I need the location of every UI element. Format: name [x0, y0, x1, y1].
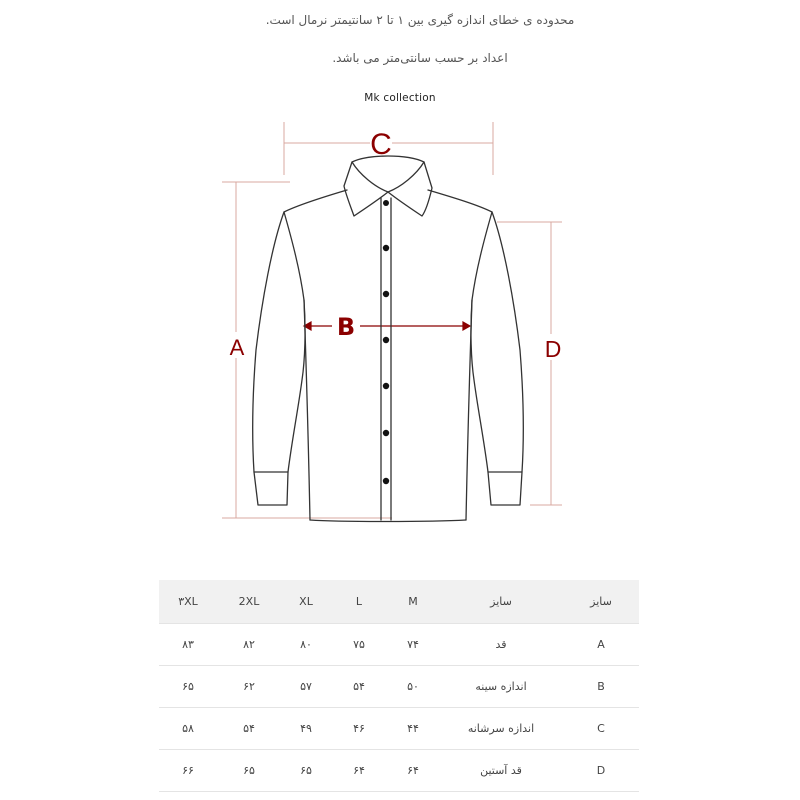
- header-3xl: ۳XL: [159, 580, 217, 624]
- row-key: B: [563, 666, 639, 708]
- header-size-key: سایز: [563, 580, 639, 624]
- table-header-row: [159, 580, 639, 624]
- cell-l: ۶۴: [331, 750, 387, 792]
- collar-band: [352, 162, 424, 192]
- row-name: اندازه سینه: [439, 666, 563, 708]
- cell-xl: ۸۰: [281, 624, 331, 666]
- table-row: [159, 666, 639, 708]
- row-name: قد: [439, 624, 563, 666]
- right-sleeve-outer: [428, 190, 523, 472]
- shirt-hem: [310, 520, 466, 522]
- button-2: [383, 245, 389, 251]
- cell-2xl: ۶۲: [217, 666, 281, 708]
- cell-2xl: ۸۲: [217, 624, 281, 666]
- label-d: D: [544, 336, 562, 362]
- header-size-name: سایز: [439, 580, 563, 624]
- row-key: D: [563, 750, 639, 792]
- right-cuff: [488, 472, 522, 505]
- row-key: C: [563, 708, 639, 750]
- right-body-side: [466, 300, 472, 520]
- cell-xl: ۴۹: [281, 708, 331, 750]
- cell-3xl: ۶۵: [159, 666, 217, 708]
- cell-2xl: ۶۵: [217, 750, 281, 792]
- cell-l: ۴۶: [331, 708, 387, 750]
- measurement-error-note: محدوده ی خطای اندازه گیری بین ۱ تا ۲ سانتیمتر نرمال است.: [265, 13, 575, 27]
- row-name: اندازه سرشانه: [439, 708, 563, 750]
- button-4: [383, 337, 389, 343]
- table-row: [159, 624, 639, 666]
- cell-3xl: ۵۸: [159, 708, 217, 750]
- dimension-guides: [222, 122, 562, 518]
- table-row: [159, 750, 639, 792]
- table-row: [159, 708, 639, 750]
- units-note: اعداد بر حسب سانتی‌متر می باشد.: [332, 51, 508, 65]
- cell-m: ۴۴: [387, 708, 439, 750]
- button-3: [383, 291, 389, 297]
- cell-m: ۶۴: [387, 750, 439, 792]
- chest-guide: [304, 322, 470, 330]
- cell-2xl: ۵۴: [217, 708, 281, 750]
- label-c: C: [370, 128, 392, 161]
- header-l: L: [331, 580, 387, 624]
- cell-3xl: ۶۶: [159, 750, 217, 792]
- cell-l: ۷۵: [331, 624, 387, 666]
- cell-l: ۵۴: [331, 666, 387, 708]
- left-sleeve-outer: [253, 190, 347, 472]
- shirt-buttons: [383, 200, 389, 484]
- collar: [344, 156, 432, 216]
- header-m: M: [387, 580, 439, 624]
- left-body-side: [304, 300, 310, 520]
- button-1: [383, 200, 389, 206]
- row-name: قد آستین: [439, 750, 563, 792]
- size-table: [159, 580, 639, 792]
- cell-3xl: ۸۳: [159, 624, 217, 666]
- button-7: [383, 478, 389, 484]
- left-cuff: [254, 472, 288, 505]
- button-6: [383, 430, 389, 436]
- button-5: [383, 383, 389, 389]
- cell-m: ۵۰: [387, 666, 439, 708]
- header-2xl: 2XL: [217, 580, 281, 624]
- header-xl: XL: [281, 580, 331, 624]
- right-sleeve-inner: [471, 212, 492, 472]
- brand-name: Mk collection: [364, 92, 436, 104]
- left-sleeve-inner: [284, 212, 305, 472]
- cell-xl: ۵۷: [281, 666, 331, 708]
- label-b: B: [336, 313, 356, 341]
- cell-xl: ۶۵: [281, 750, 331, 792]
- cell-m: ۷۴: [387, 624, 439, 666]
- label-a: A: [229, 335, 245, 360]
- row-key: A: [563, 624, 639, 666]
